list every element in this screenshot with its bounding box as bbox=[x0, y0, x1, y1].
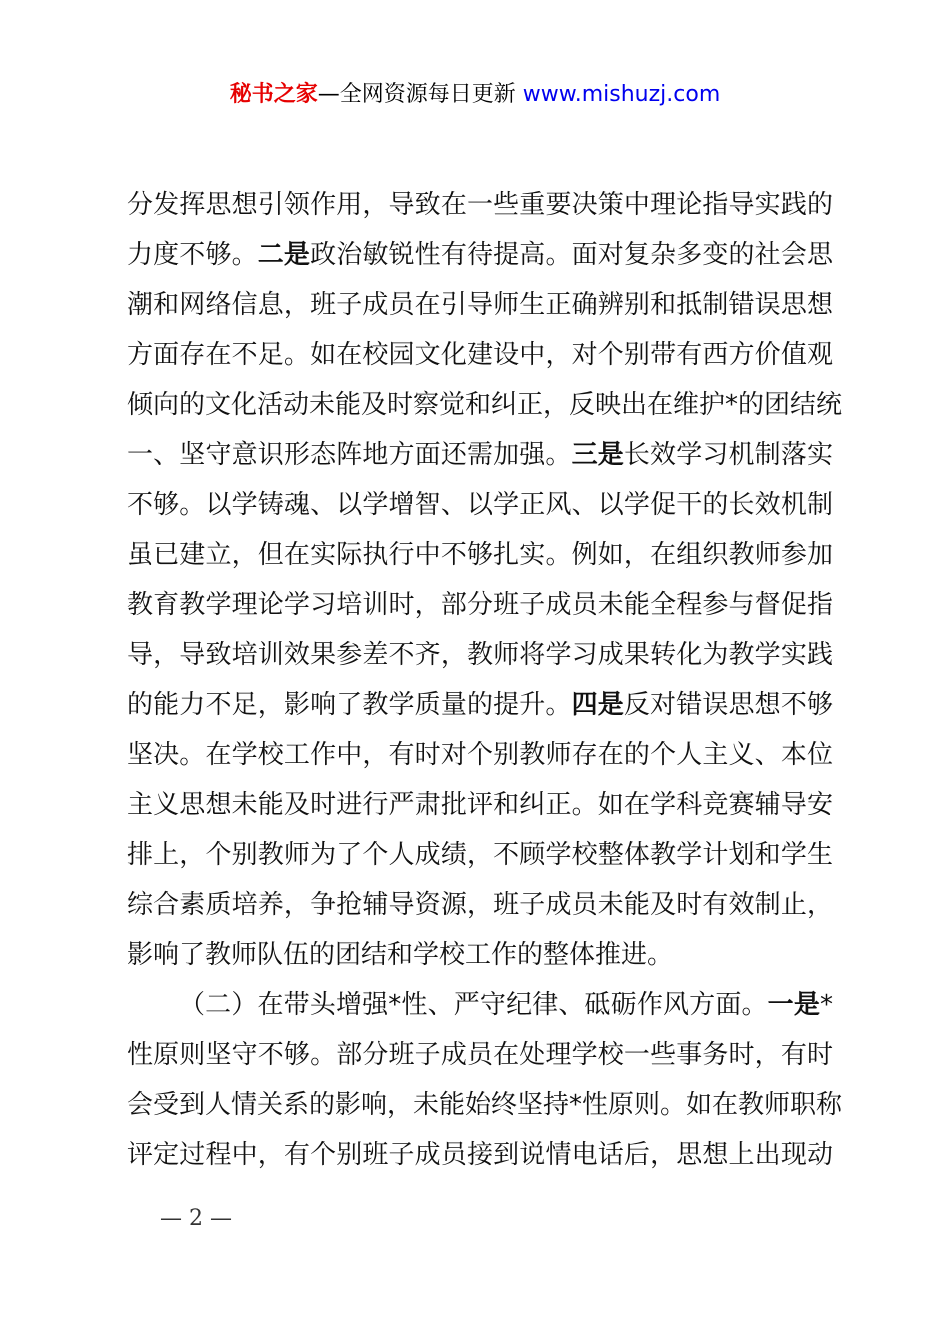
line-text-continued: * bbox=[819, 990, 833, 1020]
text-line bbox=[127, 830, 833, 880]
ordinal-marker: 三是 bbox=[571, 440, 624, 470]
text-line bbox=[127, 1030, 833, 1080]
line-text: 潮和网络信息，班子成员在引导师生正确辨别和抵制错误思想 bbox=[127, 290, 833, 320]
line-text: 力度不够。 bbox=[127, 240, 258, 270]
page-number: — 2 — bbox=[160, 1206, 232, 1231]
line-text: 评定过程中，有个别班子成员接到说情电话后，思想上出现动 bbox=[127, 1140, 833, 1170]
brand-name: 秘书之家 bbox=[229, 82, 318, 107]
text-line bbox=[127, 930, 833, 980]
line-text: 倾向的文化活动未能及时察觉和纠正，反映出在维护*的团结统 bbox=[127, 390, 843, 420]
text-line bbox=[127, 780, 833, 830]
text-line bbox=[127, 230, 833, 280]
line-text: 方面存在不足。如在校园文化建设中，对个别带有西方价值观 bbox=[127, 340, 833, 370]
line-text: （二）在带头增强*性、严守纪律、砥砺作风方面。 bbox=[179, 990, 768, 1020]
text-line bbox=[127, 680, 833, 730]
line-text: 性原则坚守不够。部分班子成员在处理学校一些事务时，有时 bbox=[127, 1040, 833, 1070]
text-line bbox=[127, 580, 833, 630]
header-tagline: —全网资源每日更新 bbox=[317, 82, 516, 107]
text-line bbox=[127, 980, 833, 1030]
line-text: 坚决。在学校工作中，有时对个别教师存在的个人主义、本位 bbox=[127, 740, 833, 770]
header-url[interactable]: www.mishuzj.com bbox=[522, 82, 721, 107]
line-text: 教育教学理论学习培训时，部分班子成员未能全程参与督促指 bbox=[127, 590, 833, 620]
line-text: 分发挥思想引领作用，导致在一些重要决策中理论指导实践的 bbox=[127, 190, 833, 220]
ordinal-marker: 一是 bbox=[767, 990, 820, 1020]
text-line bbox=[127, 530, 833, 580]
line-text-continued: 长效学习机制落实 bbox=[623, 440, 833, 470]
ordinal-marker: 二是 bbox=[257, 240, 311, 270]
ordinal-marker: 四是 bbox=[571, 690, 624, 720]
text-line bbox=[127, 280, 833, 330]
page-header bbox=[0, 80, 950, 110]
line-text: 排上，个别教师为了个人成绩，不顾学校整体教学计划和学生 bbox=[127, 840, 833, 870]
line-text: 主义思想未能及时进行严肃批评和纠正。如在学科竞赛辅导安 bbox=[127, 790, 833, 820]
line-text: 影响了教师队伍的团结和学校工作的整体推进。 bbox=[127, 940, 674, 970]
text-line bbox=[127, 380, 843, 430]
line-text: 的能力不足，影响了教学质量的提升。 bbox=[127, 690, 572, 720]
line-text: 综合素质培养，争抢辅导资源，班子成员未能及时有效制止， bbox=[127, 890, 833, 920]
text-line bbox=[127, 880, 833, 930]
line-text: 虽已建立，但在实际执行中不够扎实。例如，在组织教师参加 bbox=[127, 540, 833, 570]
line-text: 会受到人情关系的影响，未能始终坚持*性原则。如在教师职称 bbox=[127, 1090, 843, 1120]
line-text: 导，导致培训效果参差不齐，教师将学习成果转化为教学实践 bbox=[127, 640, 833, 670]
text-line bbox=[127, 430, 833, 480]
line-text-continued: 反对错误思想不够 bbox=[623, 690, 833, 720]
line-text-continued: 政治敏锐性有待提高。面对复杂多变的社会思 bbox=[310, 240, 833, 270]
document-body bbox=[127, 180, 843, 1180]
text-line bbox=[127, 1130, 833, 1180]
text-line bbox=[127, 330, 833, 380]
line-text: 不够。以学铸魂、以学增智、以学正风、以学促干的长效机制 bbox=[127, 490, 833, 520]
text-line bbox=[127, 480, 833, 530]
line-text: 一、坚守意识形态阵地方面还需加强。 bbox=[127, 440, 572, 470]
text-line bbox=[127, 730, 833, 780]
text-line bbox=[127, 1080, 843, 1130]
text-line bbox=[127, 180, 833, 230]
text-line bbox=[127, 630, 833, 680]
